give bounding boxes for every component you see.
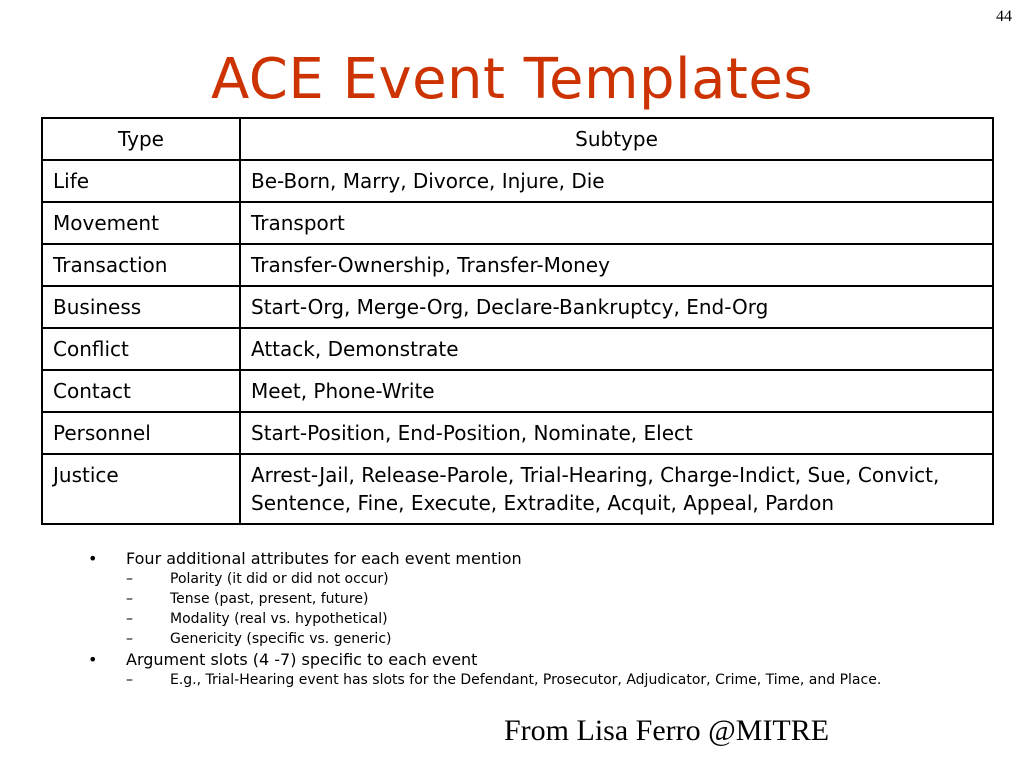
table-row (42, 454, 993, 524)
event-templates-table (41, 117, 994, 525)
sub-bullet-text: Modality (real vs. hypothetical) (170, 611, 388, 627)
sub-bullet-text: Polarity (it did or did not occur) (170, 571, 389, 587)
cell-type: Personnel (42, 412, 240, 454)
cell-subtype: Transfer-Ownership, Transfer-Money (240, 244, 993, 286)
cell-subtype: Meet, Phone-Write (240, 370, 993, 412)
sub-bullet-text: E.g., Trial-Hearing event has slots for the Defendant, Prosecutor, Adjudicator, Crime, Time, and Place. (170, 672, 882, 688)
bullet-item (88, 649, 928, 670)
sub-bullet-item (88, 609, 928, 629)
cell-subtype: Be-Born, Marry, Divorce, Injure, Die (240, 160, 993, 202)
cell-subtype: Start-Position, End-Position, Nominate, Elect (240, 412, 993, 454)
bullet-text: Four additional attributes for each event mention (126, 549, 522, 568)
cell-type: Transaction (42, 244, 240, 286)
cell-type: Life (42, 160, 240, 202)
bullet-list (88, 548, 928, 690)
sub-bullet-item (88, 589, 928, 609)
cell-type: Conflict (42, 328, 240, 370)
cell-subtype: Attack, Demonstrate (240, 328, 993, 370)
sub-bullet-item (88, 569, 928, 589)
cell-subtype: Arrest-Jail, Release-Parole, Trial-Hearing, Charge-Indict, Sue, Convict, Sentence, Fine, Execute, Extradite, Acquit, Appeal, Pardon (240, 454, 993, 524)
table-row (42, 202, 993, 244)
sub-bullet-mark: – (126, 591, 133, 607)
sub-bullet-mark: – (126, 571, 133, 587)
sub-bullet-mark: – (126, 611, 133, 627)
table-row (42, 412, 993, 454)
sub-bullet-item (88, 629, 928, 649)
bullet-mark: • (88, 549, 98, 568)
cell-subtype: Transport (240, 202, 993, 244)
source-credit: From Lisa Ferro @MITRE (504, 714, 830, 747)
table-row (42, 244, 993, 286)
slide-title: ACE Event Templates (210, 47, 814, 112)
bullet-item (88, 548, 928, 569)
header-subtype: Subtype (240, 118, 993, 160)
cell-subtype: Start-Org, Merge-Org, Declare-Bankruptcy, End-Org (240, 286, 993, 328)
bullet-text: Argument slots (4 -7) specific to each event (126, 650, 478, 669)
cell-type: Movement (42, 202, 240, 244)
sub-bullet-mark: – (126, 631, 133, 647)
sub-bullet-text: Genericity (specific vs. generic) (170, 631, 392, 647)
table-header-row (42, 118, 993, 160)
header-type: Type (42, 118, 240, 160)
table-row (42, 286, 993, 328)
cell-type: Contact (42, 370, 240, 412)
page-number: 44 (996, 8, 1012, 25)
sub-bullet-text: Tense (past, present, future) (170, 591, 369, 607)
bullet-mark: • (88, 650, 98, 669)
cell-type: Business (42, 286, 240, 328)
table-row (42, 328, 993, 370)
cell-type: Justice (42, 454, 240, 524)
sub-bullet-mark: – (126, 672, 133, 688)
sub-bullet-item (88, 670, 928, 690)
table-row (42, 160, 993, 202)
table-row (42, 370, 993, 412)
